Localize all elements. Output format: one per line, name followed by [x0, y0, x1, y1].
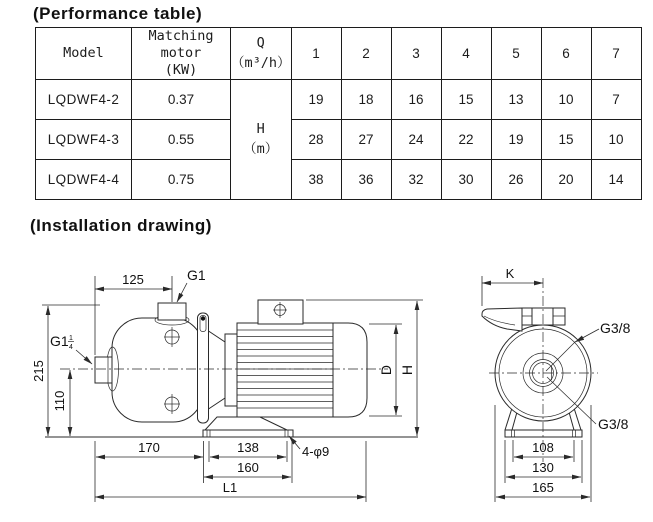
table-row — [36, 159, 642, 199]
cell-head: 24 — [391, 119, 441, 159]
performance-table-title: (Performance table) — [33, 4, 203, 23]
suction-port-label: G1 — [50, 333, 69, 349]
header-flow-1: 1 — [291, 28, 341, 80]
motor-end-cap — [333, 323, 367, 417]
suction-port-frac-den: 4 — [69, 344, 73, 351]
dim-label-160: 160 — [237, 460, 259, 475]
installation-drawing-title: (Installation drawing) — [30, 216, 212, 235]
discharge-spout — [482, 308, 522, 331]
cell-head: 18 — [341, 79, 391, 119]
header-model: Model — [36, 28, 132, 80]
dim-label-110: 110 — [52, 390, 67, 412]
cell-model: LQDWF4-3 — [36, 119, 132, 159]
cell-motor-kw: 0.37 — [132, 79, 231, 119]
discharge-port — [158, 303, 186, 320]
header-flow: Q（m³/h） — [231, 28, 292, 80]
cell-head: 30 — [441, 159, 491, 199]
dim-label-130: 130 — [532, 460, 554, 475]
table-row — [36, 119, 642, 159]
motor-flange — [225, 334, 237, 406]
suction-port-frac-num: 1 — [69, 335, 73, 342]
end-foot-plate — [505, 430, 582, 437]
top-port-block — [532, 308, 553, 325]
header-flow-4: 4 — [441, 28, 491, 80]
dim-label-165: 165 — [532, 480, 554, 495]
discharge-port-label: G1 — [187, 267, 206, 283]
mounting-holes-label: 4-φ9 — [302, 444, 330, 459]
header-matching-motor — [132, 28, 231, 80]
cell-model: LQDWF4-4 — [36, 159, 132, 199]
header-flow-3: 3 — [391, 28, 441, 80]
cell-head: 19 — [291, 79, 341, 119]
cell-head: 32 — [391, 159, 441, 199]
cell-head: 22 — [441, 119, 491, 159]
cell-head: 7 — [591, 79, 641, 119]
vent-plug — [201, 316, 205, 320]
cell-head: 15 — [541, 119, 591, 159]
installation-drawing — [0, 245, 653, 522]
head-unit-line2: （m） — [243, 141, 279, 158]
cell-head: 26 — [491, 159, 541, 199]
dim-label-K: K — [505, 266, 515, 281]
seal-housing — [198, 313, 209, 423]
dim-label-138: 138 — [237, 440, 259, 455]
cell-head: 16 — [391, 79, 441, 119]
pump-foot — [205, 417, 287, 430]
cell-head: 10 — [541, 79, 591, 119]
head-unit-line1: H — [256, 120, 265, 137]
cell-head: 27 — [341, 119, 391, 159]
cell-head-unit — [231, 79, 292, 199]
header-flow-5: 5 — [491, 28, 541, 80]
dim-label-D: D — [378, 364, 394, 376]
dim-label-108: 108 — [532, 440, 554, 455]
foot-plate — [203, 430, 293, 437]
motor-fin-block — [237, 323, 333, 417]
dim-label-215: 215 — [31, 360, 46, 382]
dim-label-L1: L1 — [222, 480, 238, 495]
dim-label-H: H — [399, 364, 415, 376]
cell-head: 14 — [591, 159, 641, 199]
plug-port-bottom-label: G3/8 — [598, 416, 629, 432]
cell-model: LQDWF4-2 — [36, 79, 132, 119]
plug-port-top-label: G3/8 — [600, 320, 631, 336]
cell-head: 19 — [491, 119, 541, 159]
pump-side-view — [31, 267, 423, 502]
suction-port — [95, 357, 112, 383]
cell-motor-kw: 0.75 — [132, 159, 231, 199]
dim-label-125: 125 — [122, 272, 144, 287]
lantern-adapter — [209, 331, 226, 409]
cell-head: 38 — [291, 159, 341, 199]
header-matching-motor-line2: (KW) — [164, 61, 198, 78]
header-flow-6: 6 — [541, 28, 591, 80]
pump-end-view — [482, 266, 631, 502]
dim-label-170: 170 — [138, 440, 160, 455]
cell-head: 36 — [341, 159, 391, 199]
cell-head: 28 — [291, 119, 341, 159]
cell-head: 13 — [491, 79, 541, 119]
cell-head: 20 — [541, 159, 591, 199]
header-flow-2: 2 — [341, 28, 391, 80]
header-matching-motor-line1: Matching motor — [148, 28, 214, 61]
cell-motor-kw: 0.55 — [132, 119, 231, 159]
cell-head: 15 — [441, 79, 491, 119]
pump-body — [112, 318, 203, 422]
performance-table — [35, 27, 642, 200]
header-flow-7: 7 — [591, 28, 641, 80]
terminal-box — [258, 300, 303, 324]
cell-head: 10 — [591, 119, 641, 159]
table-row — [36, 79, 642, 119]
